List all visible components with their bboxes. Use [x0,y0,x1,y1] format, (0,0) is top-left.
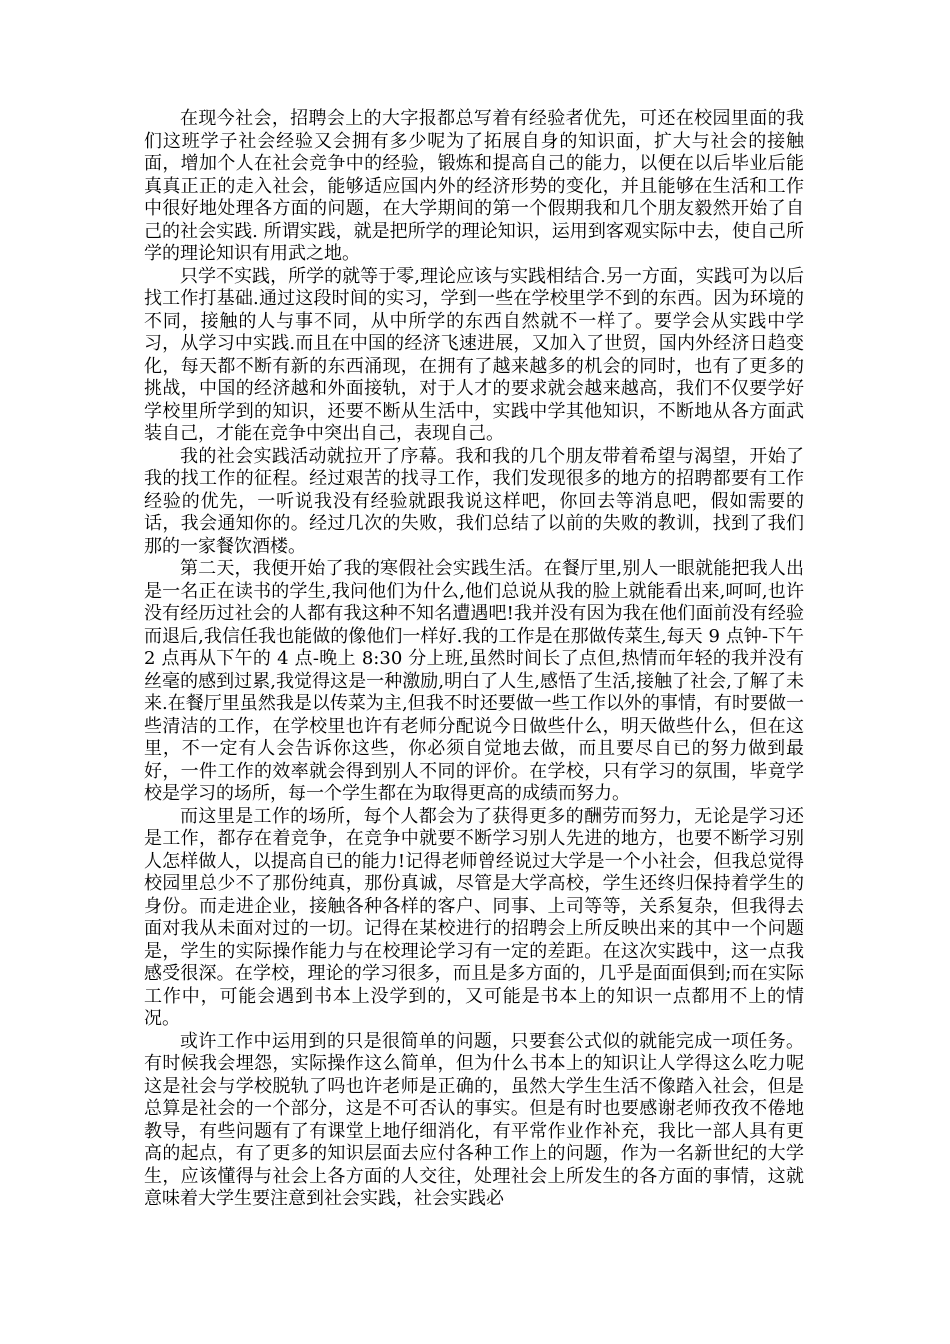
paragraph-3: 我的社会实践活动就拉开了序幕。我和我的几个朋友带着希望与渴望，开始了我的找工作的征程。经过艰苦的找寻工作，我们发现很多的地方的招聘都要有工作经验的优先，一听说我没有经验就跟我说这样吧，你回去等消息吧，假如需要的话，我会通知你的。经过几次的失败，我们总结了以前的失败的教训，找到了我们那的一家餐饮酒楼。 [144,445,804,557]
document-body [144,108,804,1211]
paragraph-1: 在现今社会，招聘会上的大字报都总写着有经验者优先，可还在校园里面的我们这班学子社会经验又会拥有多少呢为了拓展自身的知识面，扩大与社会的接触面，增加个人在社会竞争中的经验，锻炼和提高自己的能力，以便在以后毕业后能真真正正的走入社会，能够适应国内外的经济形势的变化，并且能够在生活和工作中很好地处理各方面的问题，在大学期间的第一个假期我和几个朋友毅然开始了自己的社会实践. 所谓实践，就是把所学的理论知识，运用到客观实际中去，使自己所学的理论知识有用武之地。 [144,108,804,264]
paragraph-5: 而这里是工作的场所，每个人都会为了获得更多的酬劳而努力，无论是学习还是工作，都存在着竞争，在竞争中就要不断学习别人先进的地方，也要不断学习别人怎样做人，以提高自已的能力!记得老师曾经说过大学是一个小社会，但我总觉得校园里总少不了那份纯真，那份真诚，尽管是大学高校，学生还终归保持着学生的身份。而走进企业，接触各种各样的客户、同事、上司等等，关系复杂，但我得去面对我从未面对过的一切。记得在某校进行的招聘会上所反映出来的其中一个问题是，学生的实际操作能力与在校理论学习有一定的差距。在这次实践中，这一点我感受很深。在学校，理论的学习很多，而且是多方面的，几乎是面面俱到;而在实际工作中，可能会遇到书本上没学到的，又可能是书本上的知识一点都用不上的情况。 [144,805,804,1029]
paragraph-2: 只学不实践，所学的就等于零,理论应该与实践相结合.另一方面，实践可为以后找工作打基础.通过这段时间的实习，学到一些在学校里学不到的东西。因为环境的不同，接触的人与事不同，从中所学的东西自然就不一样了。要学会从实践中学习，从学习中实践.而且在中国的经济飞速进展，又加入了世贸，国内外经济日趋变化，每天都不断有新的东西涌现，在拥有了越来越多的机会的同时，也有了更多的挑战，中国的经济越和外面接轨，对于人才的要求就会越来越高，我们不仅要学好学校里所学到的知识，还要不断从生活中，实践中学其他知识，不断地从各方面武装自己，才能在竞争中突出自己，表现自己。 [144,265,804,444]
paragraph-4: 第二天，我便开始了我的寒假社会实践生活。在餐厅里,别人一眼就能把我人出是一名正在读书的学生,我问他们为什么,他们总说从我的脸上就能看出来,呵呵,也许没有经历过社会的人都有我这种不知名遭遇吧!我并没有因为我在他们面前没有经验而退后,我信任我也能做的像他们一样好.我的工作是在那做传菜生,每天 9 点钟-下午 2 点再从下午的 4 点-晚上 8:30 分上班,虽然时间长了点但,热情而年轻的我并没有丝毫的感到过累,我觉得这是一种激励,明白了人生,感悟了生活,接触了社会,了解了未来.在餐厅里虽然我是以传菜为主,但我不时还要做一些工作以外的事情，有时要做一些清洁的工作，在学校里也许有老师分配说今日做些什么，明天做些什么，但在这里，不一定有人会告诉你这些，你必须自觉地去做，而且要尽自已的努力做到最好，一件工作的效率就会得到别人不同的评价。在学校，只有学习的氛围，毕竟学校是学习的场所，每一个学生都在为取得更高的成绩而努力。 [144,558,804,804]
paragraph-6: 或许工作中运用到的只是很简单的问题，只要套公式似的就能完成一项任务。有时候我会埋怨，实际操作这么简单，但为什么书本上的知识让人学得这么吃力呢这是社会与学校脱轨了吗也许老师是正确的，虽然大学生生活不像踏入社会，但是总算是社会的一个部分，这是不可否认的事实。但是有时也要感谢老师孜孜不倦地教导，有些问题有了有课堂上地仔细消化，有平常作业作补充，我比一部人具有更高的起点，有了更多的知识层面去应付各种工作上的问题，作为一名新世纪的大学生，应该懂得与社会上各方面的人交往，处理社会上所发生的各方面的事情，这就意味着大学生要注意到社会实践，社会实践必 [144,1030,804,1209]
